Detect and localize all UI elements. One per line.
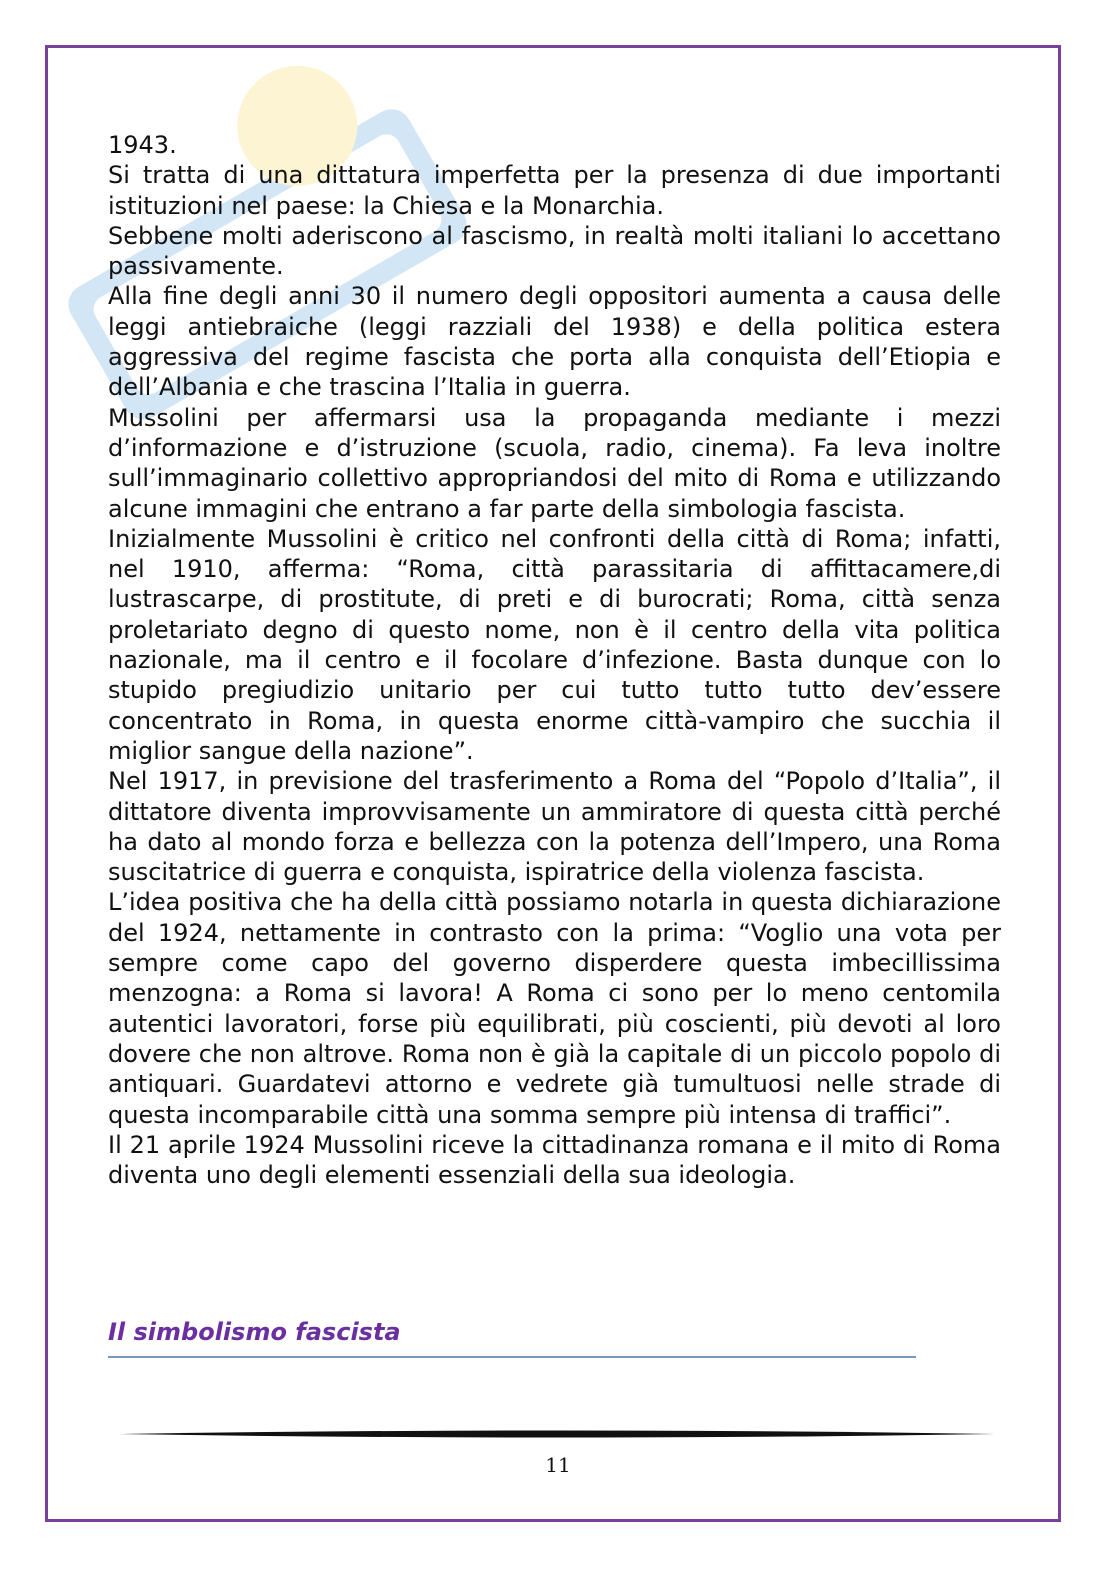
paragraph: Il 21 aprile 1924 Mussolini riceve la cittadinanza romana e il mito di Roma diventa uno degli elementi essenziali della sua ideologia. [108, 1130, 1001, 1190]
body-text [108, 130, 1001, 1190]
paragraph: Alla fine degli anni 30 il numero degli oppositori aumenta a causa delle leggi antiebraiche (leggi razziali del 1938) e della politica estera aggressiva del regime fascista che porta alla conquista dell’Etiopia e dell’Albania e che trascina l’Italia in guerra. [108, 282, 1001, 402]
paragraph: 1943. [108, 131, 177, 159]
footer-divider [120, 1425, 995, 1443]
paragraph: Sebbene molti aderiscono al fascismo, in realtà molti italiani lo accettano passivamente. [108, 221, 1001, 281]
paragraph: Inizialmente Mussolini è critico nel confronti della città di Roma; infatti, nel 1910, afferma: “Roma, città parassitaria di affittacamere,di lustrascarpe, di prostitute, di preti e di burocrati; Roma, città senza proletariato degno di questo nome, non è il centro della vita politica nazionale, ma il centro e il focolare d’infezione. Basta dunque con lo stupido pregiudizio unitario per cui tutto tutto tutto dev’essere concentrato in Roma, in questa enorme città-vampiro che succhia il miglior sangue della nazione”. [108, 524, 1001, 765]
paragraph: Si tratta di una dittatura imperfetta per la presenza di due importanti istituzioni nel paese: la Chiesa e la Monarchia. [108, 161, 1001, 220]
paragraph: L’idea positiva che ha della città possiamo notarla in questa dichiarazione del 1924, nettamente in contrasto con la prima: “Voglio una vota per sempre come capo del governo disperdere questa imbecillissima menzogna: a Roma si lavora! A Roma ci sono per lo meno centomila autentici lavoratori, forse più equilibrati, più coscienti, più devoti al loro dovere che non altrove. Roma non è già la capitale di un piccolo popolo di antiquari. Guardatevi attorno e vedrete già tumultuosi nelle strade di questa incomparabile città una somma sempre più intensa di traffici”. [108, 888, 1001, 1129]
paragraph: Mussolini per affermarsi usa la propaganda mediante i mezzi d’informazione e d’istruzione (scuola, radio, cinema). Fa leva inoltre sull’immaginario collettivo appropriandosi del mito di Roma e utilizzando alcune immagini che entrano a far parte della simbologia fascista. [108, 403, 1001, 523]
section-title-rule [108, 1356, 916, 1358]
section-title: Il simbolismo fascista [108, 1318, 401, 1346]
page-number: 11 [545, 1453, 571, 1477]
paragraph: Nel 1917, in previsione del trasferimento a Roma del “Popolo d’Italia”, il dittatore diventa improvvisamente un ammiratore di questa città perché ha dato al mondo forza e bellezza con la potenza dell’Impero, una Roma suscitatrice di guerra e conquista, ispiratrice della violenza fascista. [108, 767, 1001, 887]
